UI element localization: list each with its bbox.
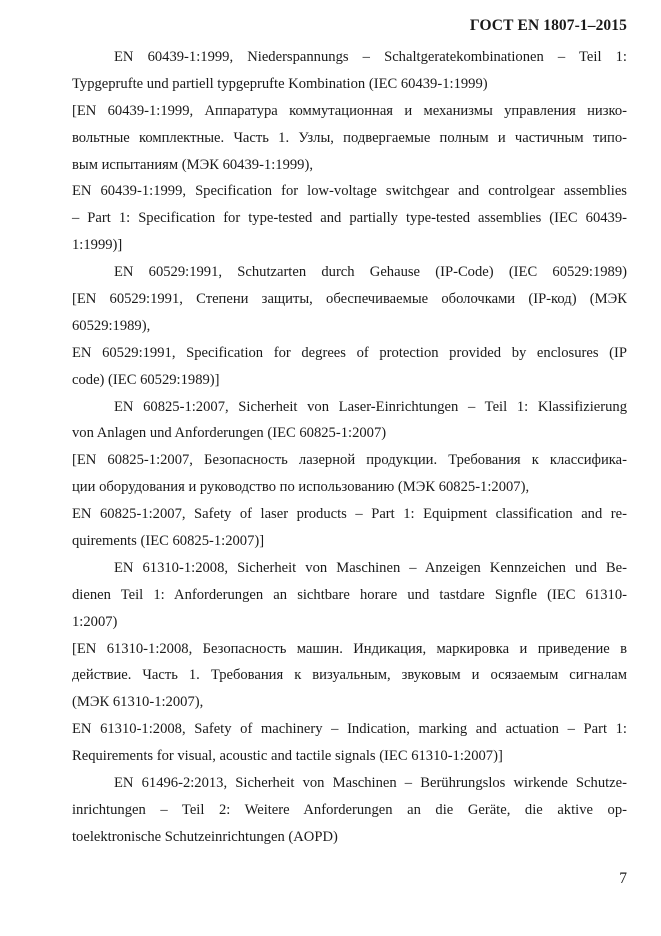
text-line: EN 60439-1:1999, Niederspannungs – Schaltgeratekombinationen – Teil 1: [114, 49, 627, 65]
text-line: действие. Часть 1. Требования к визуальным, звуковым и осязаемым сигналам [72, 667, 627, 684]
text-line: [EN 60439-1:1999, Аппаратура коммутационная и механизмы управления низко- [72, 102, 627, 119]
text-line: inrichtungen – Teil 2: Weitere Anforderungen an die Geräte, die aktive op- [72, 801, 627, 818]
text-line: [EN 61310-1:2008, Безопасность машин. Индикация, маркировка и приведение в [72, 640, 627, 657]
text-line: toelektronische Schutzeinrichtungen (AOPD) [72, 828, 338, 845]
text-line: ции оборудования и руководство по использованию (МЭК 60825-1:2007), [72, 479, 530, 496]
text-line: 1:2007) [72, 613, 118, 630]
text-line: [EN 60529:1991, Степени защиты, обеспечиваемые оболочками (IP-код) (МЭК [72, 291, 627, 308]
text-line: quirements (IEC 60825-1:2007)] [72, 533, 265, 550]
text-line: EN 60529:1991, Specification for degrees of protection provided by enclosures (IP [72, 344, 627, 361]
text-line: (МЭК 61310-1:2007), [72, 694, 204, 711]
text-line: вольтные комплектные. Часть 1. Узлы, подвергаемые полным и частичным типо- [72, 129, 627, 146]
text-line: EN 61496-2:2013, Sicherheit von Maschinen – Berührungslos wirkende Schutze- [114, 775, 627, 792]
document-body [72, 44, 627, 851]
document-code-header: ГОСТ EN 1807-1–2015 [469, 17, 627, 34]
text-line: 60529:1989), [72, 317, 151, 334]
text-line: 1:1999)] [72, 237, 123, 254]
text-line: EN 60825-1:2007, Safety of laser products – Part 1: Equipment classification and re- [72, 506, 627, 523]
text-line: EN 60439-1:1999, Specification for low-voltage switchgear and controlgear assemblies [72, 183, 627, 200]
text-line: – Part 1: Specification for type-tested and partially type-tested assemblies (IEC 60439- [72, 210, 627, 227]
text-line: EN 60529:1991, Schutzarten durch Gehause (IP-Code) (IEC 60529:1989) [114, 264, 627, 281]
text-line: code) (IEC 60529:1989)] [72, 371, 220, 388]
text-line: EN 60825-1:2007, Sicherheit von Laser-Einrichtungen – Teil 1: Klassifizierung [114, 398, 627, 415]
text-line: Requirements for visual, acoustic and tactile signals (IEC 61310-1:2007)] [72, 748, 503, 765]
text-line: вым испытаниям (МЭК 60439-1:1999), [72, 156, 313, 173]
text-line: [EN 60825-1:2007, Безопасность лазерной продукции. Требования к классифика- [72, 452, 627, 469]
text-line: EN 61310-1:2008, Safety of machinery – Indication, marking and actuation – Part 1: [72, 721, 627, 738]
text-line: Typgeprufte und partiell typgeprufte Kombination (IEC 60439-1:1999) [72, 75, 488, 92]
text-line: von Anlagen und Anforderungen (IEC 60825-1:2007) [72, 425, 387, 442]
text-line: dienen Teil 1: Anforderungen an sichtbare horare und tastdare Signfle (IEC 61310- [72, 586, 627, 603]
page-number: 7 [619, 870, 627, 887]
text-line: EN 61310-1:2008, Sicherheit von Maschinen – Anzeigen Kennzeichen und Be- [114, 559, 627, 576]
